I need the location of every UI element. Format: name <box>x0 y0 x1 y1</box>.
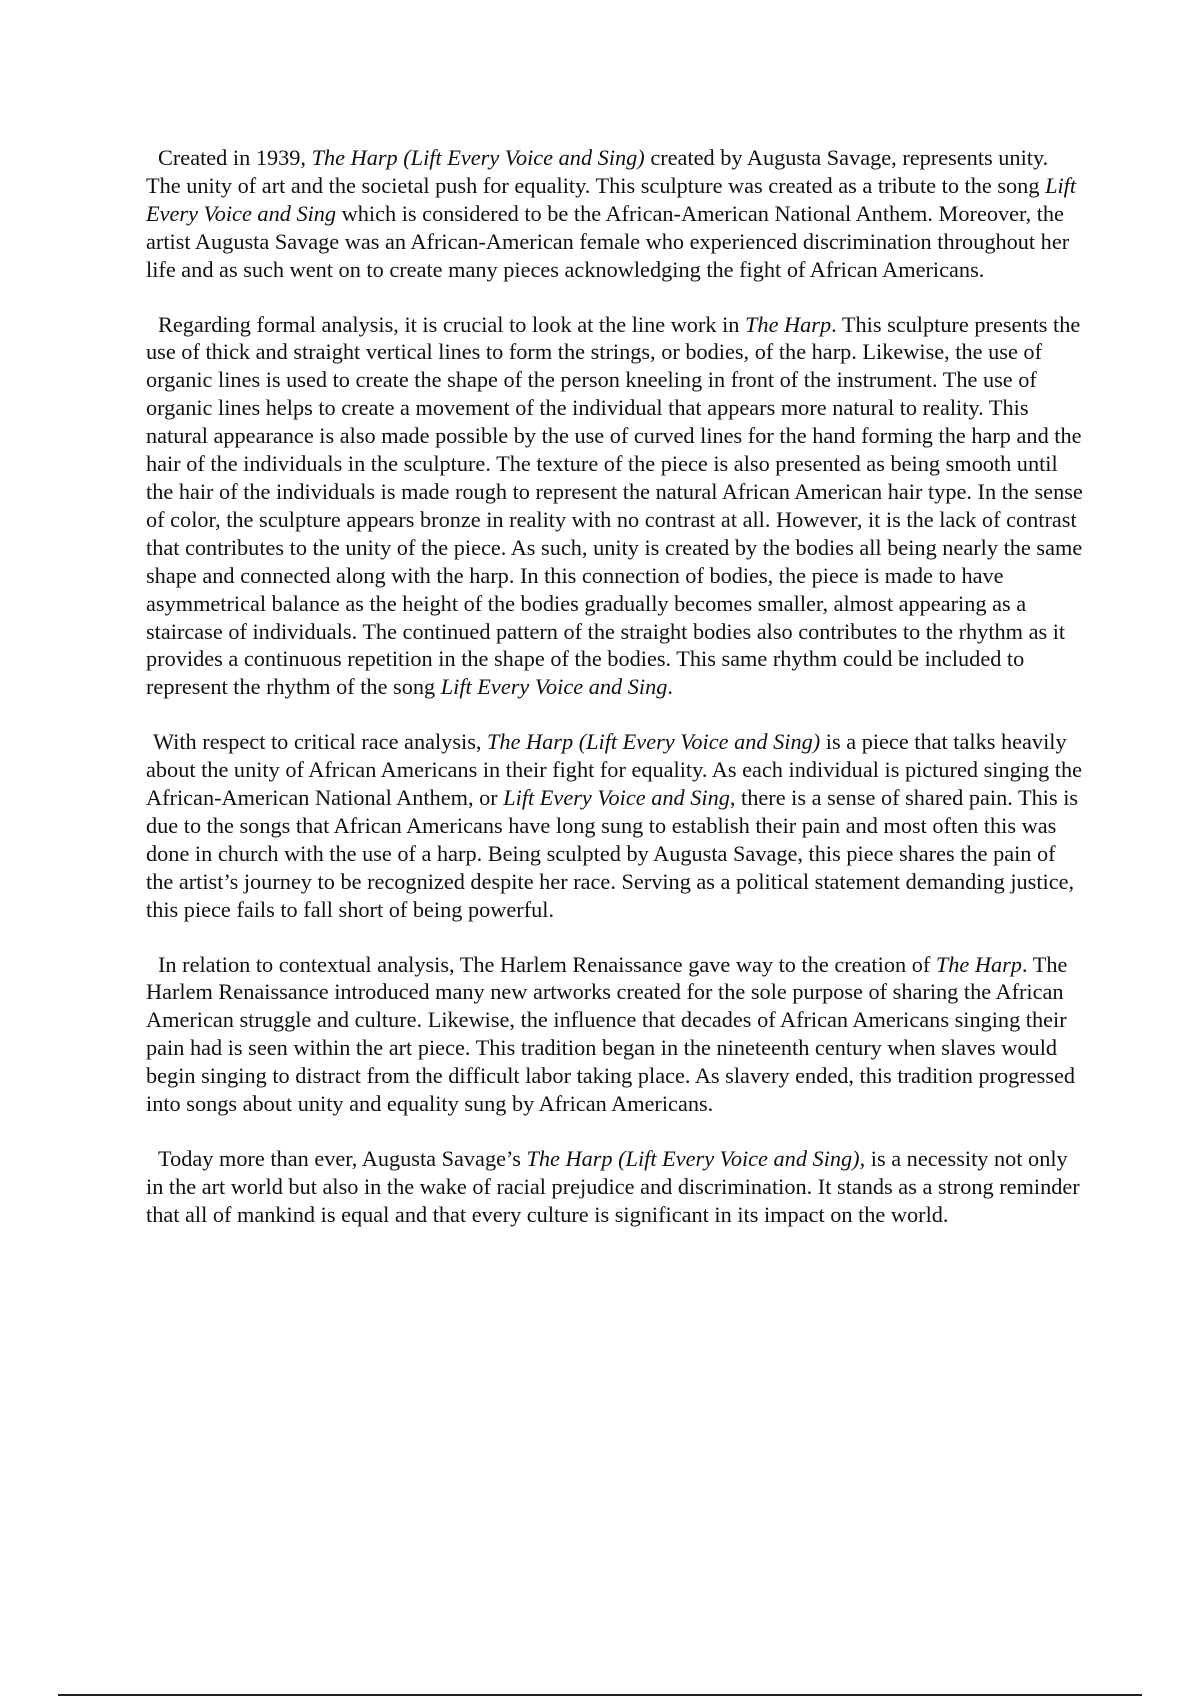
document-body <box>146 144 1086 1256</box>
italic-title-text: The Harp <box>745 311 832 337</box>
body-text: which is considered to be the African-American National Anthem. Moreover, the artist Augusta Savage was an African-American female who experienced discrimination throughout her life and as such went on to create many pieces acknowledging the fight of African Americans. <box>146 200 1070 282</box>
paragraph-contextual-analysis <box>146 951 1086 1118</box>
page-bottom-rule <box>58 1694 1142 1696</box>
italic-title-text: The Harp <box>935 951 1022 977</box>
italic-title-text: The Harp (Lift Every Voice and Sing) <box>487 729 821 755</box>
italic-title-text: The Harp (Lift Every Voice and Sing), <box>526 1146 866 1171</box>
italic-title-text: Lift Every Voice and Sing <box>503 785 730 811</box>
body-text: is a piece that talks heavily about the unity of African Americans in their fight for equality. As each individual is pictured singing the African-American National Anthem, or <box>146 729 1083 811</box>
paragraph-critical-race-analysis <box>146 728 1086 923</box>
body-text: Created in 1939, <box>158 145 312 170</box>
italic-title-text: Lift Every Voice and Sing <box>440 674 668 700</box>
body-text: . <box>667 674 673 700</box>
body-text: Today more than ever, Augusta Savage’s <box>158 1146 527 1171</box>
body-text: created by Augusta Savage, represents unity. The unity of art and the societal push for equality. This sculpture was created as a tribute to the song <box>146 145 1049 198</box>
italic-title-text: The Harp (Lift Every Voice and Sing) <box>311 145 645 170</box>
body-text: . The Harlem Renaissance introduced many new artworks created for the sole purpose of sharing the African American struggle and culture. Likewise, the influence that decades of African Americans singing their pain had is seen within the art piece. This tradition began in the nineteenth century when slaves would begin singing to distract from the difficult labor taking place. As slavery ended, this tradition progressed into songs about unity and equality sung by African Americans. <box>146 951 1076 1117</box>
italic-title-text: Lift Every Voice and Sing <box>146 172 1077 226</box>
body-text: With respect to critical race analysis, <box>153 729 488 755</box>
body-text: is a necessity not only in the art world but also in the wake of racial prejudice and discrimination. It stands as a strong reminder that all of mankind is equal and that every culture is significant in its impact on the world. <box>146 1146 1080 1227</box>
body-text: In relation to contextual analysis, The Harlem Renaissance gave way to the creation of <box>158 951 936 977</box>
paragraph-formal-analysis <box>146 311 1086 702</box>
body-text: . This sculpture presents the use of thick and straight vertical lines to form the strings, or bodies, of the harp. Likewise, the use of organic lines is used to create the shape of the person kneeling in front of the instrument. The use of organic lines helps to create a movement of the individual that appears more natural to reality. This natural appearance is also made possible by the use of curved lines for the hand forming the harp and the hair of the individuals in the sculpture. The texture of the piece is also presented as being smooth until the hair of the individuals is made rough to represent the natural African American hair type. In the sense of color, the sculpture appears bronze in reality with no contrast at all. However, it is the lack of contrast that contributes to the unity of the piece. As such, unity is created by the bodies all being nearly the same shape and connected along with the harp. In this connection of bodies, the piece is made to have asymmetrical balance as the height of the bodies gradually becomes smaller, almost appearing as a staircase of individuals. The continued pattern of the straight bodies also contributes to the rhythm as it provides a continuous repetition in the shape of the bodies. This same rhythm could be included to represent the rhythm of the song <box>146 311 1083 700</box>
body-text: , there is a sense of shared pain. This is due to the songs that African Americans have long sung to establish their pain and most often this was done in church with the use of a harp. Being sculpted by Augusta Savage, this piece shares the pain of the artist’s journey to be recognized despite her race. Serving as a political statement demanding justice, this piece fails to fall short of being powerful. <box>146 785 1079 922</box>
paragraph-intro <box>146 144 1086 284</box>
body-text: Regarding formal analysis, it is crucial to look at the line work in <box>158 311 746 337</box>
paragraph-conclusion <box>146 1145 1086 1229</box>
